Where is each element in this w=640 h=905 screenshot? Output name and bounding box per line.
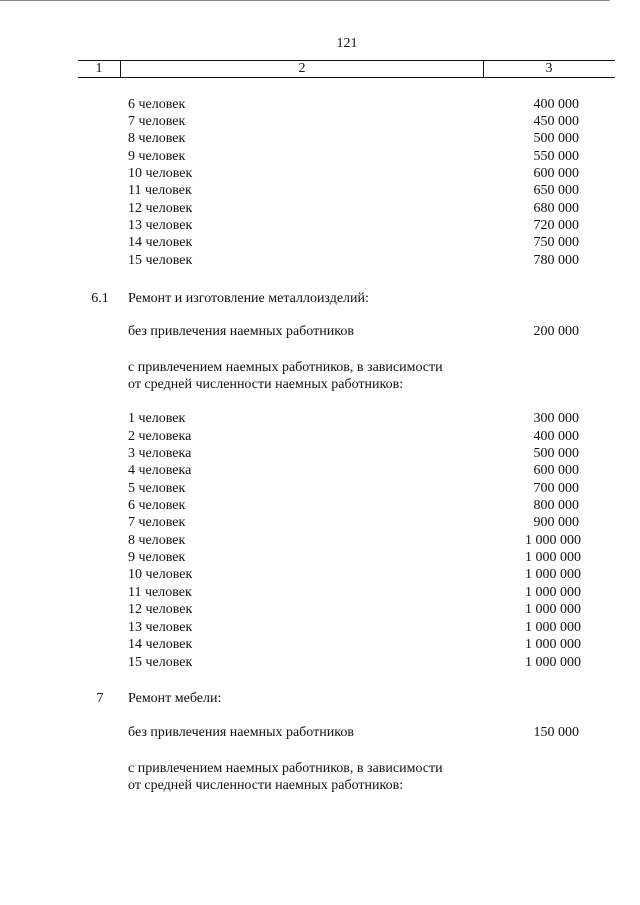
column-header-3: 3	[545, 61, 553, 76]
row-value: 1 000 000	[525, 620, 581, 635]
row-value: 1 000 000	[525, 655, 581, 670]
row-label: 15 человек	[128, 655, 193, 670]
row-label: 10 человек	[128, 567, 193, 582]
row-value: 680 000	[533, 201, 579, 216]
row-label: 10 человек	[128, 166, 193, 181]
row-label: 6 человек	[128, 97, 186, 112]
row-value: 1 000 000	[525, 602, 581, 617]
table-column-header	[78, 60, 615, 78]
row-label: 11 человек	[128, 585, 192, 600]
row-value: 700 000	[533, 481, 579, 496]
row-value: 720 000	[533, 218, 579, 233]
row-value: 750 000	[533, 235, 579, 250]
without-workers-label: без привлечения наемных работников	[128, 324, 354, 339]
row-label: 7 человек	[128, 515, 186, 530]
row-label: 13 человек	[128, 218, 193, 233]
section-title: Ремонт мебели:	[128, 691, 222, 706]
row-label: 8 человек	[128, 131, 186, 146]
row-label: 12 человек	[128, 201, 193, 216]
row-label: 12 человек	[128, 602, 193, 617]
row-value: 600 000	[533, 166, 579, 181]
page-number: 121	[336, 36, 358, 51]
row-label: 14 человек	[128, 235, 193, 250]
row-value: 780 000	[533, 253, 579, 268]
top-rule	[0, 0, 610, 1]
row-label: 14 человек	[128, 637, 193, 652]
with-workers-line-2: от средней численности наемных работников:	[128, 778, 404, 793]
row-label: 15 человек	[128, 253, 193, 268]
row-value: 1 000 000	[525, 533, 581, 548]
column-header-2: 2	[120, 61, 484, 77]
row-value: 550 000	[533, 149, 579, 164]
section-number: 7	[96, 691, 104, 706]
row-value: 300 000	[533, 411, 579, 426]
row-label: 11 человек	[128, 183, 192, 198]
row-value: 650 000	[533, 183, 579, 198]
row-value: 600 000	[533, 463, 579, 478]
row-label: 5 человек	[128, 481, 186, 496]
row-value: 500 000	[533, 446, 579, 461]
with-workers-line-1: с привлечением наемных работников, в зависимости	[128, 360, 443, 375]
row-label: 4 человека	[128, 463, 192, 478]
row-label: 9 человек	[128, 550, 186, 565]
row-value: 450 000	[533, 114, 579, 129]
row-value: 1 000 000	[525, 637, 581, 652]
row-label: 3 человека	[128, 446, 192, 461]
row-label: 6 человек	[128, 498, 186, 513]
without-workers-value: 200 000	[533, 324, 579, 339]
without-workers-label: без привлечения наемных работников	[128, 725, 354, 740]
row-value: 400 000	[533, 97, 579, 112]
row-label: 1 человек	[128, 411, 186, 426]
row-label: 2 человека	[128, 429, 192, 444]
row-value: 1 000 000	[525, 567, 581, 582]
row-value: 1 000 000	[525, 585, 581, 600]
row-value: 500 000	[533, 131, 579, 146]
row-value: 1 000 000	[525, 550, 581, 565]
row-label: 13 человек	[128, 620, 193, 635]
with-workers-line-2: от средней численности наемных работников:	[128, 377, 404, 392]
row-label: 7 человек	[128, 114, 186, 129]
column-header-1: 1	[95, 61, 103, 76]
row-value: 800 000	[533, 498, 579, 513]
row-value: 900 000	[533, 515, 579, 530]
row-label: 9 человек	[128, 149, 186, 164]
row-label: 8 человек	[128, 533, 186, 548]
section-number: 6.1	[91, 291, 109, 306]
without-workers-value: 150 000	[533, 725, 579, 740]
section-title: Ремонт и изготовление металлоизделий:	[128, 291, 369, 306]
row-value: 400 000	[533, 429, 579, 444]
with-workers-line-1: с привлечением наемных работников, в зависимости	[128, 761, 443, 776]
